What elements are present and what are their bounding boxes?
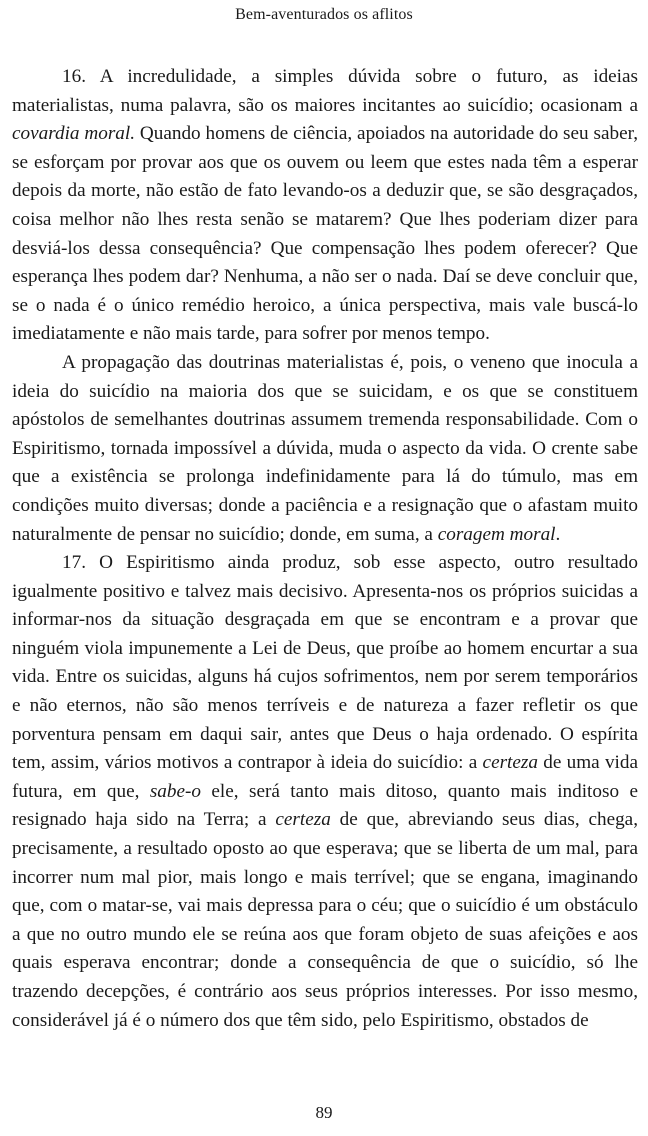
text-run: ele, será tanto mais ditoso, quanto mais inditoso e resignado haja sido na Terra; a — [12, 780, 638, 831]
running-head: Bem-aventurados os aflitos — [235, 6, 413, 23]
body-text — [12, 63, 638, 1035]
italic-text: sabe-o — [149, 780, 201, 802]
text-run: A incredulidade, a simples dúvida sobre o futuro, as ideias materialistas, numa palavra, são os maiores incitantes ao suicídio; ocasionam a — [12, 66, 638, 116]
paragraph — [12, 63, 638, 349]
paragraph — [12, 349, 638, 549]
italic-text: certeza — [482, 752, 538, 774]
italic-text: covardia moral. — [12, 123, 136, 145]
text-run: O Espiritismo ainda produz, sob esse aspecto, outro resultado igualmente positivo e talvez mais decisivo. Apresenta-nos os próprios suicidas a informar-nos da situação desgraçada em que se encontram e a provar que ninguém viola impunemente a Lei de Deus, que proíbe ao homem encurtar a sua vida. Entre os suicidas, alguns há cujos sofrimentos, nem por serem temporários e não eternos, não são menos terríveis e de natureza a fazer refletir os que porventura pensam em daqui sair, antes que Deus o haja ordenado. O espírita tem, assim, vários motivos a contrapor à ideia do suicídio: a — [12, 552, 638, 774]
text-run: . — [555, 523, 561, 545]
italic-text: certeza — [275, 809, 331, 831]
text-run: Quando homens de ciência, apoiados na autoridade do seu saber, se esforçam por provar aos que os ouvem ou leem que estes nada têm a esperar depois da morte, não estão de fato levando-os a deduzir que, se são desgraçados, coisa melhor não lhes resta senão se matarem? Que lhes poderiam dizer para desviá-los dessa consequência? Que compensação lhes podem oferecer? Que esperança lhes podem dar? Nenhuma, a não ser o nada. Daí se deve concluir que, se o nada é o único remédio heroico, a única perspectiva, mais vale buscá-lo imediatamente e não mais tarde, para sofrer por menos tempo. — [12, 123, 638, 345]
item-number: 16. — [62, 66, 86, 87]
italic-text: coragem moral — [437, 523, 556, 545]
page-number: 89 — [315, 1103, 333, 1122]
item-number: 17. — [62, 552, 86, 574]
text-run: de que, abreviando seus dias, chega, precisamente, a resultado oposto ao que esperava; que se liberta de um mal, para incorrer num mal pior, mais longo e mais terrível; que se engana, imaginando que, com o matar-se, vai mais depressa para o céu; que o suicídio é um obstáculo a que no outro mundo ele se reúna aos que foram objeto de suas afeições e aos quais esperava encontrar; donde a consequência de que o suicídio, só lhe trazendo decepções, é contrário aos seus próprios interesses. Por isso mesmo, considerável já é o número dos que têm sido, pelo Espiritismo, obstados de — [12, 809, 638, 1031]
text-run: de uma vida futura, em que, — [12, 752, 638, 802]
text-run: A propagação das doutrinas materialistas é, pois, o veneno que inocula a ideia do suicídio na maioria dos que se suicidam, e os que se constituem apóstolos de semelhantes doutrinas assumem tremenda responsabilidade. Com o Espiritismo, tornada impossível a dúvida, muda o aspecto da vida. O crente sabe que a existência se prolonga indefinidamente para lá do túmulo, mas em condições muito diversas; donde a paciência e a resignação que o afastam muito naturalmente de pensar no suicídio; donde, em suma, a — [12, 351, 638, 545]
paragraph — [12, 549, 638, 1035]
